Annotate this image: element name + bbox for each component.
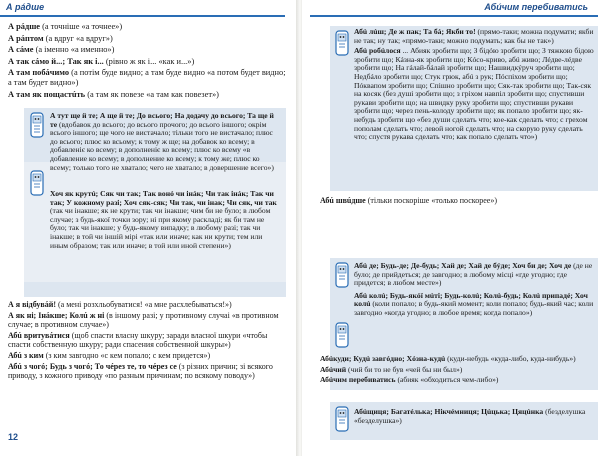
entry: Абú з ким (з ким завгодно «с кем попало; с кем придется») bbox=[8, 351, 211, 360]
dictionary-device-icon bbox=[335, 406, 349, 432]
entry: А я відбувáй! (а мені розхльобуватися! «а мне расхлебываться!») bbox=[8, 300, 232, 309]
running-head-left: А рáдше bbox=[6, 2, 45, 12]
entry: Абúчий (чий би то не був «чей бы ни был») bbox=[320, 364, 463, 374]
dictionary-device-icon bbox=[335, 322, 349, 348]
right-after-entries bbox=[320, 355, 592, 387]
entry: Абú колú; Будь-якóї мúті; Будь-колú; Колú-будь; Колú припадé; Хоч колú (коли попало; в будь-який момент; коли попало; будь-який час; коли завгодно «когда угодно; в любое время; когда попало») bbox=[354, 290, 594, 317]
header-rule bbox=[310, 15, 598, 17]
dictionary-device-icon bbox=[30, 112, 44, 138]
entry: А як ні; Інáкше; Колú ж ні (в іншому разі; у противному случаі «в противном случае; в противном случае») bbox=[8, 311, 279, 329]
left-box1-text bbox=[50, 112, 282, 174]
left-box2-text bbox=[50, 190, 282, 252]
entry: Абú швúдше (тільки поскоріше «только поскорее») bbox=[320, 196, 498, 205]
entry: Абúчим перебиватись (абияк «обходиться чем-либо») bbox=[320, 375, 499, 385]
left-bottom-entries bbox=[8, 300, 288, 382]
entry: Абú робúлося ... Абияк зробити що; З бідóю зробити що; З тяжкою бідою зробити що; Кáзна-як зробити що; Кóсо-криво, абú живо; Лéдве-лéдве зробити що; На гáлай-бáлай зробити що; Нашвидкýруч зробити що; Недбáло зробити що; Стук грюк, абú з рук; Пóспіхом зробити що; Пóквапом зробити що; Спішно зробити що; Сяк-так зробити що; Так-сяк на косяк (без душі зробити що; з гріхом навпіл зробити що; спустивши рукави зробити що; на швидку руку зробити що; спустивши рукави зробити що; через пень-колоду зробити що; як попало зробити що; як-небудь зробити що «без души сделать что; кое-как сделать что; с грехом пополам сделать что; левой ногой сделать что; на скорую руку сделать что; спустя рукава сделать что; как попало сделать что») bbox=[354, 46, 594, 142]
entry: А рáптом (а вдруг «а вдруг») bbox=[8, 33, 113, 43]
running-head-right: Абúчим перебиватись bbox=[484, 2, 588, 12]
entry: Абú де; Будь-де; Де-будь; Хай де; Хай де бýде; Хоч би де; Хоч де (де не було; де прийдеться; де завгодно; в любому місці «где угодно; где придется; в любом месте») bbox=[354, 261, 593, 288]
entry: А сáме (а іменно «а именно») bbox=[8, 45, 115, 55]
left-top-entries bbox=[8, 22, 288, 101]
right-box1-text bbox=[354, 28, 594, 144]
right-box2-text bbox=[354, 262, 594, 320]
entry: А там побáчимо (а потім буде видно; а там буде видно «а потом будет видно; а там будет видно») bbox=[8, 68, 286, 87]
entry: А там як пощастúть (а там як повезе «а там как повезет») bbox=[8, 89, 219, 99]
dictionary-device-icon bbox=[335, 262, 349, 288]
right-plain-entry bbox=[320, 196, 592, 207]
page-number-left: 12 bbox=[8, 432, 19, 442]
entry: А так сáмо й...; Так як і... (рівно ж як і... «как и...») bbox=[8, 56, 195, 66]
header-rule bbox=[0, 15, 285, 17]
dictionary-device-icon bbox=[30, 170, 44, 196]
entry: А рáдше (а точніше «а точнее») bbox=[8, 22, 123, 31]
dictionary-device-icon bbox=[335, 30, 349, 56]
right-box3-text bbox=[354, 408, 594, 427]
entry: Абúщиця; Багатéлька; Нікчéмниця; Цúцька; Цяцúнка (безделушка «безделушка») bbox=[354, 407, 586, 425]
entry: Хоч як крутú; Сяк чи так; Так вонó чи інáк; Чи так інáк; Так чи так; У кожному разі; Хоч сяк-сяк; Чи так, чи інак; Чи сяк, чи так (так чи інакше; як не крути; так чи інакше; чим би не було; в любом случае; з будь-якої точки зору; ні при якому раскладі; як би там не було; так чи інакше; у будь-якому випадку; в любому разі; так чи інакше; в той чи іншій мірі «так или иначе; как ни крути; тем или иным образом; так или иначе; в той или иной степени») bbox=[50, 189, 277, 250]
entry: Абúкуди; Кудú завгóдно; Хóзна-кудú (куди-небудь «куда-либо, куда-нибудь») bbox=[320, 354, 576, 363]
entry: Абú вритувáтися (щоб спасти власну шкуру; заради власної шкури «чтобы спасти собственную шкуру; ради спасения собственной шкуры») bbox=[8, 331, 268, 349]
entry: Абú лúш; Де ж пак; Та бá; Якби то! (прямо-таки; можна подумати; якби не так; ну так; «прямо-таки; можно подумать; как бы не так») bbox=[354, 27, 594, 45]
entry: Абú з чогó; Будь з чогó; То чéрез те, то чéрез се (з різних причин; зі всякого приводу, з кожного приводу «по разным причинам; по всякому поводу») bbox=[8, 362, 273, 380]
entry: А тут ще й те; А ще й те; До всього; На додачу до всього; Та ще й те (вдобавок до всього; до всього прочого; до всього іншого; окрім всього іншого; ще чого не вистачало; тільки того не вистачало; плюс до всього; плюс ко всьому; к тому ж ще; на добавок ко всему; в добавленіє ко всему; в дополненіє ко всему; плюс ко всему «в добавление ко всему; в дополнение ко всему; к тому же; плюс ко всему; только того не хватало; чего не хватало; в довершение всего») bbox=[50, 111, 274, 172]
